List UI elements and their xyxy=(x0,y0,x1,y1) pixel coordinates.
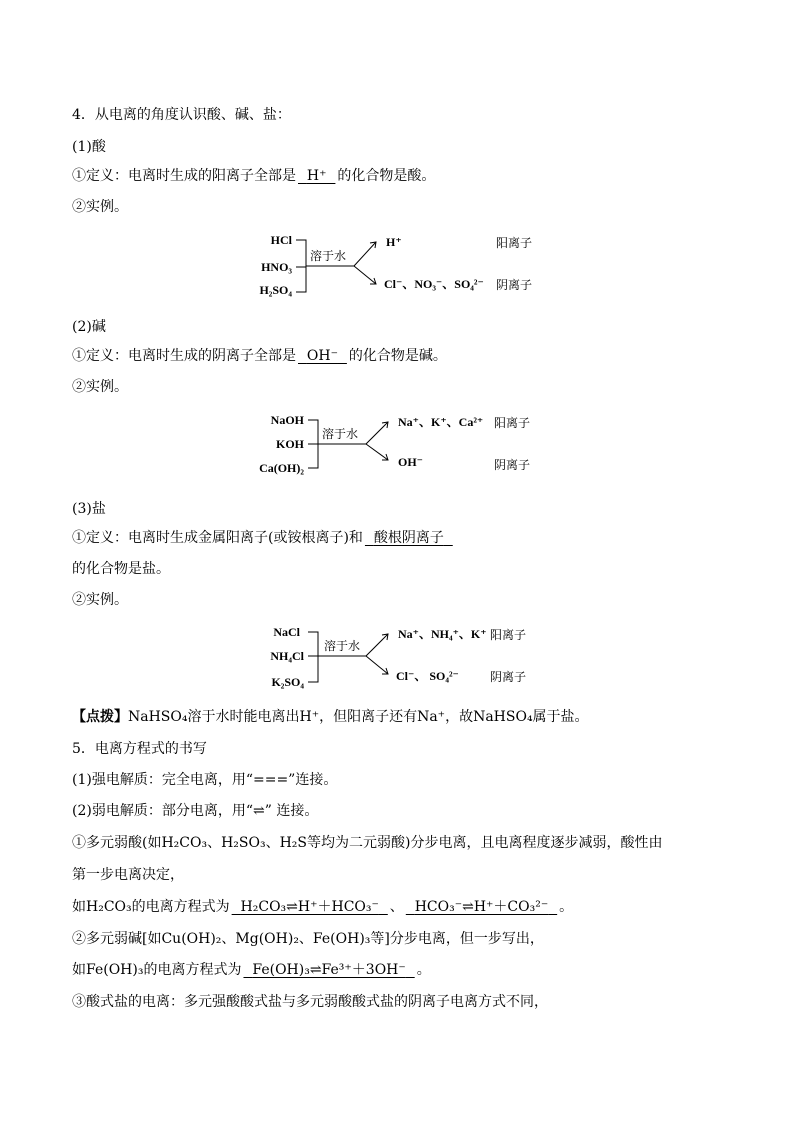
acid-bracket xyxy=(296,240,306,292)
feoh3-pre: 如Fe(OH)₃的电离方程式为 xyxy=(72,962,242,978)
acid-cation-products: H⁺ xyxy=(386,235,402,249)
section4-heading: 4．从电离的角度认识酸、碱、盐： xyxy=(72,107,291,123)
salt-down-arrow xyxy=(366,656,388,674)
base-title: (2)碱 xyxy=(72,319,106,335)
base-ionization-diagram xyxy=(250,408,550,480)
salt-reactant-2: NH₄Cl xyxy=(270,649,304,663)
salt-anion-label: 阴离子 xyxy=(490,670,527,684)
salt-def-post: 的化合物是盐。 xyxy=(72,561,170,577)
salt-cation-label: 阳离子 xyxy=(490,628,527,642)
h2co3-pre: 如H₂CO₃的电离方程式为 xyxy=(72,899,230,915)
feoh3-eq-blank: Fe(OH)₃⇌Fe³⁺＋3OH⁻ xyxy=(252,962,406,978)
salt-reactant-3: K₂SO₄ xyxy=(271,675,304,689)
salt-verb: 溶于水 xyxy=(324,639,361,653)
h2co3-end: 。 xyxy=(559,899,574,915)
salt-up-arrow xyxy=(366,634,388,656)
feoh3-end: 。 xyxy=(416,962,431,978)
polyacid-line2: 第一步电离决定， xyxy=(72,867,184,883)
weak-electrolyte-line: (2)弱电解质：部分电离，用“⇌” 连接。 xyxy=(72,803,319,819)
salt-example: ②实例。 xyxy=(72,592,128,608)
base-def-pre: ①定义：电离时生成的阴离子全部是 xyxy=(72,348,296,364)
base-cation-products: Na⁺、K⁺、Ca²⁺ xyxy=(398,415,484,429)
acid-reactant-2: HNO₃ xyxy=(261,260,292,274)
base-anion-products: OH⁻ xyxy=(398,455,424,469)
h2co3-sep: 、 xyxy=(389,899,404,915)
salt-bracket xyxy=(308,632,318,682)
salt-def-blank: 酸根阴离子 xyxy=(373,530,444,546)
acid-definition xyxy=(72,167,435,185)
acid-salt-line: ③酸式盐的电离：多元强酸酸式盐与多元弱酸酸式盐的阴离子电离方式不同， xyxy=(72,994,548,1010)
polyacid-line1: ①多元弱酸(如H₂CO₃、H₂SO₃、H₂S等均为二元弱酸)分步电离，且电离程度逐步减弱，酸性由 xyxy=(72,835,663,851)
salt-ionization-diagram xyxy=(250,620,550,692)
acid-reactant-3: H₂SO₄ xyxy=(259,283,292,297)
polybase-line: ②多元弱碱[如Cu(OH)₂、Mg(OH)₂、Fe(OH)₃等]分步电离，但一步写出， xyxy=(72,931,544,947)
feoh3-equation-line xyxy=(72,961,431,979)
base-reactant-3: Ca(OH)₂ xyxy=(259,461,304,475)
base-down-arrow xyxy=(366,444,388,460)
acid-down-arrow xyxy=(354,266,376,284)
base-anion-label: 阴离子 xyxy=(494,458,531,472)
acid-anion-label: 阴离子 xyxy=(496,278,533,292)
salt-anion-products: Cl⁻、 SO₄²⁻ xyxy=(396,669,459,683)
base-def-post: 的化合物是碱。 xyxy=(348,348,447,364)
tip-label: 【点拨】 xyxy=(72,709,128,725)
base-def-blank: OH⁻ xyxy=(306,348,338,364)
base-reactant-1: NaOH xyxy=(270,413,304,427)
base-definition xyxy=(72,347,447,365)
acid-reactant-1: HCl xyxy=(270,233,292,247)
h2co3-eq1-blank: H₂CO₃⇌H⁺＋HCO₃⁻ xyxy=(240,899,379,915)
salt-reactant-1: NaCl xyxy=(273,625,300,639)
strong-electrolyte-line: (1)强电解质：完全电离，用“===”连接。 xyxy=(72,772,338,788)
base-up-arrow xyxy=(366,422,388,444)
base-example: ②实例。 xyxy=(72,379,128,395)
h2co3-equation-line xyxy=(72,898,573,916)
acid-verb: 溶于水 xyxy=(310,249,347,263)
section5-heading: 5．电离方程式的书写 xyxy=(72,741,207,757)
base-reactant-2: KOH xyxy=(275,437,304,451)
salt-title: (3)盐 xyxy=(72,501,106,517)
acid-def-post: 的化合物是酸。 xyxy=(337,168,436,184)
salt-cation-products: Na⁺、NH₄⁺、K⁺ xyxy=(398,627,487,641)
salt-def-pre: ①定义：电离时生成金属阳离子(或铵根离子)和 xyxy=(72,530,363,546)
tip-line xyxy=(72,708,589,726)
h2co3-eq2-blank: HCO₃⁻⇌H⁺＋CO₃²⁻ xyxy=(414,899,549,915)
base-verb: 溶于水 xyxy=(322,427,359,441)
acid-ionization-diagram xyxy=(250,228,550,300)
base-cation-label: 阳离子 xyxy=(494,416,531,430)
tip-text: NaHSO₄溶于水时能电离出H⁺，但阳离子还有Na⁺，故NaHSO₄属于盐。 xyxy=(128,709,589,725)
acid-cation-label: 阳离子 xyxy=(496,236,533,250)
acid-anion-products: Cl⁻、NO₃⁻、SO₄²⁻ xyxy=(384,277,484,291)
acid-up-arrow xyxy=(354,242,376,266)
acid-title: (1)酸 xyxy=(72,139,106,155)
acid-def-blank: H⁺ xyxy=(306,168,327,184)
base-bracket xyxy=(308,420,318,468)
acid-example: ②实例。 xyxy=(72,199,128,215)
salt-definition-line1 xyxy=(72,529,455,547)
acid-def-pre: ①定义：电离时生成的阳离子全部是 xyxy=(72,168,296,184)
